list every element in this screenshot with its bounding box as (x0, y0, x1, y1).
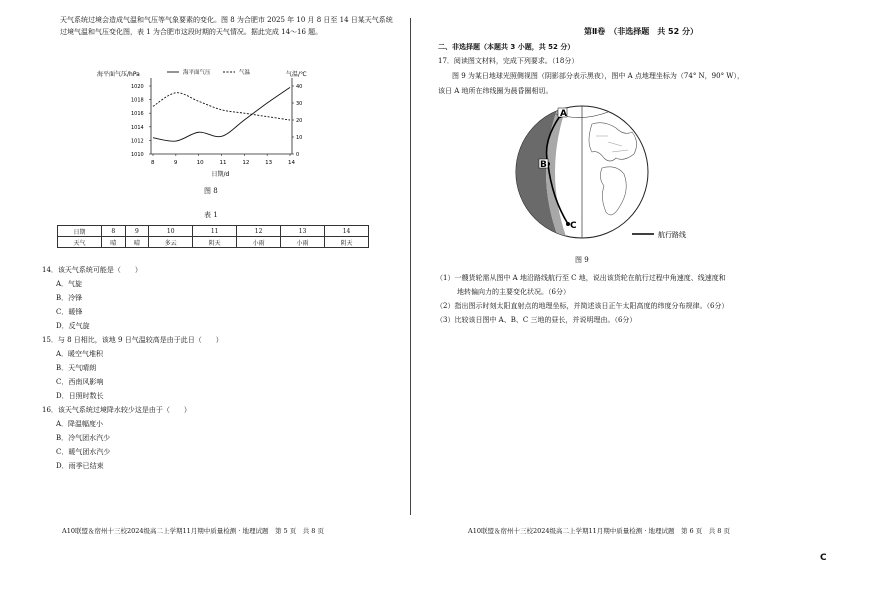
corner-mark: C (820, 553, 827, 563)
figure-9-caption: 图 9 (575, 256, 589, 264)
legend-label-pressure: 海平面气压 (183, 70, 211, 76)
option: B．天气晴朗 (56, 364, 97, 372)
table-cell: 多云 (149, 237, 193, 248)
table-cell: 晴 (125, 237, 149, 248)
option: B．冷气团水汽少 (56, 434, 111, 442)
option: C．暖气团水汽少 (56, 448, 111, 456)
right-tick-label: 40 (296, 84, 303, 90)
table-row (58, 237, 369, 248)
weather-table (57, 225, 369, 248)
point-c-label: C (570, 221, 577, 231)
table-cell: 阴天 (325, 237, 369, 248)
right-page (412, 0, 870, 591)
sub-question-1: （1）一艘货轮需从图中 A 地沿路线航行至 C 地，说出该货轮在航行过程中角速度、线速度和 (436, 274, 726, 282)
question-16 (42, 403, 191, 473)
x-tick-label: 13 (265, 160, 273, 166)
left-page (0, 0, 410, 591)
question-stem: 15．与 8 日相比，该地 9 日气温较高是由于此日（ ） (42, 336, 223, 344)
sub-question-2: （2）指出图示时刻太阳直射点的地理坐标，并简述该日正午太阳高度的纬度分布规律。（6分） (436, 302, 729, 310)
right-tick-label: 0 (296, 152, 300, 158)
point-b-label: B (540, 160, 547, 170)
part-ii-title: 第Ⅱ卷 （非选择题 共 52 分） (584, 27, 698, 36)
x-tick-label: 8 (151, 160, 155, 166)
table-cell: 小雨 (237, 237, 281, 248)
right-tick-label: 30 (296, 101, 303, 107)
left-tick-label: 1014 (131, 124, 144, 131)
question-17-head: 17．阅读图文材料，完成下列要求。（18分） (438, 57, 579, 65)
x-tick-label: 12 (242, 160, 250, 166)
question-15 (42, 333, 223, 403)
table-cell: 阴天 (193, 237, 237, 248)
section-heading: 二、非选择题（本题共 3 小题，共 52 分） (438, 43, 575, 51)
option: C．暖锋 (56, 308, 83, 316)
sub-question-3: （3）比较该日图中 A、B、C 三地的昼长，并说明理由。（6分） (436, 316, 637, 324)
question-17-line-2: 该日 A 地所在纬线圈为晨昏圈相切。 (438, 87, 553, 95)
x-tick-label: 14 (288, 160, 295, 166)
question-14 (42, 263, 142, 333)
sub-question-1-cont: 地转偏向力的主要变化状况。（6分） (436, 288, 570, 296)
right-tick-label: 20 (296, 118, 303, 124)
option: D．反气旋 (56, 322, 90, 330)
left-y-axis-label: 海平面气压/hPa (97, 71, 140, 78)
question-stem: 16．该天气系统过境降水较少这是由于（ ） (42, 406, 191, 414)
table-cell: 8 (101, 226, 125, 237)
question-stem: 14．该天气系统可能是（ ） (42, 266, 142, 274)
x-tick-label: 11 (219, 160, 227, 166)
page-divider (410, 18, 411, 515)
table-cell: 14 (325, 226, 369, 237)
option: D．日照时数长 (56, 392, 104, 400)
table-cell: 12 (237, 226, 281, 237)
table-cell: 晴 (101, 237, 125, 248)
legend-label-temperature: 气温 (239, 70, 251, 76)
table-row (58, 226, 369, 237)
option: A．暖空气堆积 (56, 350, 104, 358)
question-17-line-1: 图 9 为某日地球光照侧视图（阴影部分表示黑夜），图中 A 点地理坐标为（74° N，90° W）， (452, 72, 744, 80)
table-cell: 天气 (58, 237, 102, 248)
table-1-caption: 表 1 (204, 211, 218, 219)
globe-illumination-diagram (512, 102, 752, 252)
table-cell: 10 (149, 226, 193, 237)
x-tick-label: 9 (173, 160, 178, 166)
right-y-axis-label: 气温/℃ (286, 71, 307, 78)
series-line-temperature (153, 93, 290, 120)
x-tick-label: 10 (196, 160, 204, 166)
left-tick-label: 1020 (131, 84, 144, 90)
option: A．气旋 (56, 280, 83, 288)
right-footer: A10联盟＆宿州十三校2024级高二上学期11月期中质量检测 · 地理试题 第 6 页 共 8 页 (468, 527, 731, 535)
point-a-label: A (560, 109, 567, 119)
table-cell: 小雨 (281, 237, 325, 248)
left-tick-label: 1010 (131, 152, 144, 158)
left-tick-label: 1012 (131, 138, 144, 145)
series-line-pressure (153, 87, 290, 141)
figure-8-caption: 图 8 (204, 187, 218, 195)
table-cell: 日期 (58, 226, 102, 237)
table-cell: 11 (193, 226, 237, 237)
left-tick-label: 1016 (131, 111, 144, 118)
table-cell: 9 (125, 226, 149, 237)
right-tick-label: 10 (296, 135, 303, 141)
table-cell: 13 (281, 226, 325, 237)
option: D．雨季已结束 (56, 462, 104, 470)
figure-8-chart (95, 62, 335, 184)
option: B．冷锋 (56, 294, 83, 302)
left-footer: A10联盟＆宿州十三校2024级高二上学期11月期中质量检测 · 地理试题 第 5 页 共 8 页 (62, 527, 325, 535)
x-axis-label: 日期/d (211, 171, 230, 178)
intro-paragraph: 天气系统过境会造成气温和气压等气象要素的变化。图 8 为合肥市 2025 年 10 月 8 日至 14 日某天气系统过境气温和气压变化图，表 1 为合肥市这段时期的天气情况。据此完成 14～16 题。 (60, 16, 393, 36)
option: C．西南风影响 (56, 378, 104, 386)
route-legend-text: 航行路线 (658, 231, 686, 239)
option: A．降温幅度小 (56, 420, 104, 428)
left-tick-label: 1018 (131, 97, 144, 104)
